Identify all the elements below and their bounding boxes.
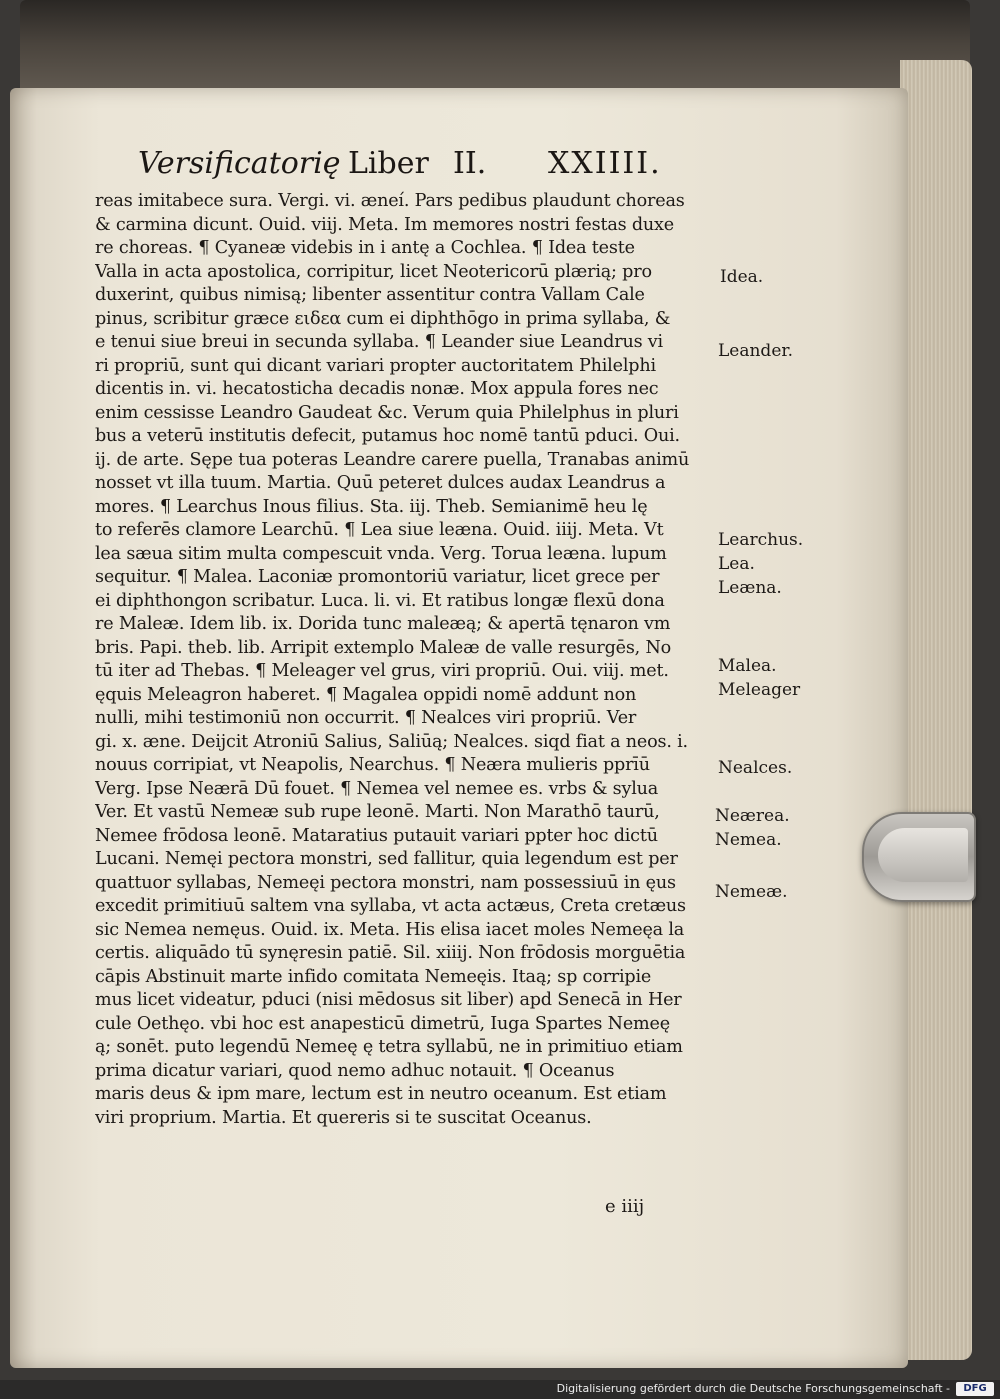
margin-note: Leander. <box>718 341 794 361</box>
text-line: Lucani. Nemęi pectora monstri, sed fallitur, quia legendum est per <box>95 849 678 869</box>
footer-credit: Digitalisierung gefördert durch die Deutsche Forschungsgemeinschaft - <box>556 1382 950 1395</box>
text-line: maris deus & ipm mare, lectum est in neutro oceanum. Est etiam <box>95 1084 667 1104</box>
text-line: mus licet videatur, pduci (nisi mēdosus sit liber) apd Senecā in Her <box>95 990 682 1010</box>
margin-note: Meleager <box>718 680 801 700</box>
text-line: ą; sonēt. puto legendū Nemeę ę tetra syllabū, ne in primitiuo etiam <box>95 1037 683 1057</box>
text-line: lea sæua sitim multa compescuit vnda. Verg. Torua leæna. lupum <box>95 543 667 564</box>
text-line: enim cessisse Leandro Gaudeat &c. Verum quia Philelphus in pluri <box>95 402 679 423</box>
text-line: re choreas. ¶ Cyaneæ videbis in i antę a Cochlea. ¶ Idea teste <box>95 238 635 258</box>
text-line: duxerint, quibus nimisą; libenter assentitur contra Vallam Cale <box>95 285 645 305</box>
page-clip-inner <box>878 828 968 882</box>
margin-note: Nemea. <box>715 830 782 850</box>
text-line: ei diphthongon scribatur. Luca. li. vi. Et ratibus longæ flexū dona <box>95 590 665 611</box>
text-line: viri proprium. Martia. Et quereris si te suscitat Oceanus. <box>95 1107 592 1128</box>
header-book-number: II. <box>453 146 487 181</box>
text-line: reas imitabece sura. Vergi. vi. æneí. Pars pedibus plaudunt choreas <box>95 191 685 211</box>
margin-note: Learchus. <box>718 530 804 550</box>
text-line: sic Nemea nemęus. Ouid. ix. Meta. His elisa iacet moles Nemeęa la <box>95 919 685 940</box>
header-folio: XXIIII. <box>548 146 662 181</box>
header-left: Versificatorię <box>138 146 341 181</box>
text-line: Nemee frōdosa leonē. Mataratius putauit variari ppter hoc dictū <box>95 825 658 846</box>
text-line: dicentis in. vi. hecatosticha decadis nonæ. Mox appula fores nec <box>95 379 659 399</box>
margin-note: Idea. <box>720 267 764 287</box>
dfg-logo: DFG <box>956 1382 994 1396</box>
text-line: e tenui siue breui in secunda syllaba. ¶ Leander siue Leandrus vi <box>95 332 663 352</box>
text-line: cāpis Abstinuit marte infido comitata Nemeęis. Itaą; sp corripie <box>95 966 652 987</box>
body-text <box>95 190 713 1130</box>
text-line: excedit primitiuū saltem vna syllaba, vt acta actæus, Creta cretæus <box>95 896 686 916</box>
text-line: & carmina dicunt. Ouid. viij. Meta. Im memores nostri festas duxe <box>95 214 674 235</box>
text-line: bus a veterū institutis defecit, putamus hoc nomē tantū pduci. Oui. <box>95 426 680 446</box>
margin-note: Neærea. <box>715 806 790 826</box>
text-line: nosset vt illa tuum. Martia. Quū peteret dulces audax Leandrus a <box>95 473 666 493</box>
text-line: ęquis Meleagron haberet. ¶ Magalea oppidi nomē addunt non <box>95 684 637 705</box>
text-line: Valla in acta apostolica, corripitur, licet Neotericorū plærią; pro <box>95 261 652 282</box>
text-line: ri propriū, sunt qui dicant variari propter auctoritatem Philelphi <box>95 355 656 376</box>
margin-note: Nealces. <box>718 758 793 778</box>
text-line: re Maleæ. Idem lib. ix. Dorida tunc maleæą; & apertā tęnaron vm <box>95 614 671 634</box>
text-line: ij. de arte. Sępe tua poteras Leandre carere puella, Tranabas animū <box>95 449 690 470</box>
text-line: Ver. Et vastū Nemeæ sub rupe leonē. Marti. Non Marathō taurū, <box>95 802 660 822</box>
page-clip <box>862 812 976 902</box>
text-line: nouus corripiat, vt Neapolis, Nearchus. ¶ Neæra mulieris pprīū <box>95 755 650 775</box>
footer-bar <box>0 1380 1000 1399</box>
text-line: nulli, mihi testimoniū non occurrit. ¶ Nealces viri propriū. Ver <box>95 708 637 728</box>
text-line: mores. ¶ Learchus Inous filius. Sta. iij. Theb. Semianimē heu lę <box>95 496 648 517</box>
text-line: Verg. Ipse Neærā Dū fouet. ¶ Nemea vel nemee es. vrbs & sylua <box>95 778 659 799</box>
running-header <box>138 146 698 192</box>
margin-note: Malea. <box>718 656 777 676</box>
text-line: certis. aliquādo tū synęresin patiē. Sil. xiiij. Non frōdosis morguētia <box>95 943 686 963</box>
text-line: prima dicatur variari, quod nemo adhuc notauit. ¶ Oceanus <box>95 1060 615 1081</box>
text-line: tū iter ad Thebas. ¶ Meleager vel grus, viri propriū. Oui. viij. met. <box>95 661 669 681</box>
text-line: bris. Papi. theb. lib. Arripit extemplo Maleæ de valle resurgēs, No <box>95 637 672 658</box>
signature-mark: e iiij <box>605 1196 645 1217</box>
page-edge-block <box>900 60 972 1360</box>
text-line: pinus, scribitur græce ειδεα cum ei diphthōgo in prima syllaba, & <box>95 308 671 329</box>
text-line: cule Oethęo. vbi hoc est anapesticū dimetrū, Iuga Spartes Nemeę <box>95 1013 670 1034</box>
text-line: sequitur. ¶ Malea. Laconiæ promontoriū variatur, licet grece per <box>95 567 660 587</box>
margin-note: Leæna. <box>718 578 782 598</box>
header-center: Liber <box>348 146 429 181</box>
text-line: gi. x. æne. Deijcit Atroniū Salius, Saliūą; Nealces. siqd fiat a neos. i. <box>95 731 688 752</box>
margin-note: Nemeæ. <box>715 882 788 902</box>
margin-note: Lea. <box>718 554 755 574</box>
text-line: quattuor syllabas, Nemeęi pectora monstri, nam possessiuū in ęus <box>95 872 676 893</box>
text-line: to referēs clamore Learchū. ¶ Lea siue leæna. Ouid. iiij. Meta. Vt <box>95 520 664 540</box>
